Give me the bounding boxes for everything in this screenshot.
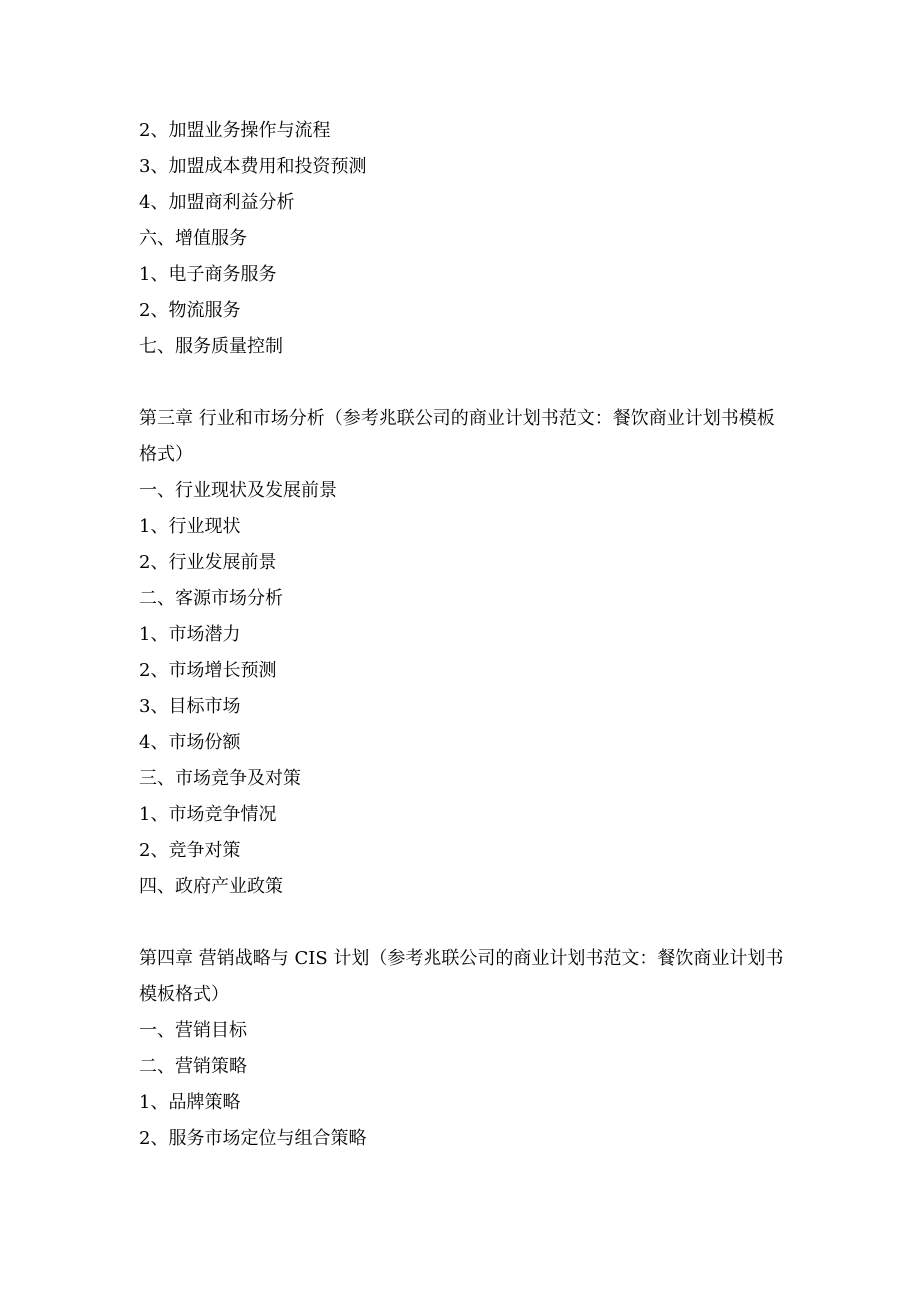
paragraph-gap	[139, 905, 789, 941]
list-item: 4、加盟商利益分析	[139, 192, 295, 213]
document-body	[139, 113, 789, 1157]
list-item: 2、服务市场定位与组合策略	[139, 1128, 367, 1149]
list-item: 1、行业现状	[139, 516, 241, 537]
section-heading: 一、行业现状及发展前景	[139, 480, 337, 501]
list-item: 2、行业发展前景	[139, 552, 277, 573]
section-heading: 三、市场竞争及对策	[139, 768, 301, 789]
section-heading: 四、政府产业政策	[139, 876, 283, 897]
list-item: 3、加盟成本费用和投资预测	[139, 156, 367, 177]
list-item: 3、目标市场	[139, 696, 241, 717]
list-item: 2、市场增长预测	[139, 660, 277, 681]
list-item: 2、竞争对策	[139, 840, 241, 861]
section-heading: 一、营销目标	[139, 1020, 247, 1041]
chapter-heading-4: 第四章 营销战略与 CIS 计划（参考兆联公司的商业计划书范文：餐饮商业计划书模板格式）	[139, 948, 784, 1005]
list-item: 1、电子商务服务	[139, 264, 277, 285]
list-item: 2、物流服务	[139, 300, 241, 321]
list-item: 1、品牌策略	[139, 1092, 241, 1113]
section-heading: 二、营销策略	[139, 1056, 247, 1077]
list-item: 2、加盟业务操作与流程	[139, 120, 331, 141]
list-item: 4、市场份额	[139, 732, 241, 753]
list-item: 1、市场潜力	[139, 624, 241, 645]
section-heading: 七、服务质量控制	[139, 336, 283, 357]
paragraph-gap	[139, 365, 789, 401]
section-heading: 二、客源市场分析	[139, 588, 283, 609]
chapter-heading-3: 第三章 行业和市场分析（参考兆联公司的商业计划书范文：餐饮商业计划书模板格式）	[139, 408, 775, 465]
section-heading: 六、增值服务	[139, 228, 247, 249]
list-item: 1、市场竞争情况	[139, 804, 277, 825]
